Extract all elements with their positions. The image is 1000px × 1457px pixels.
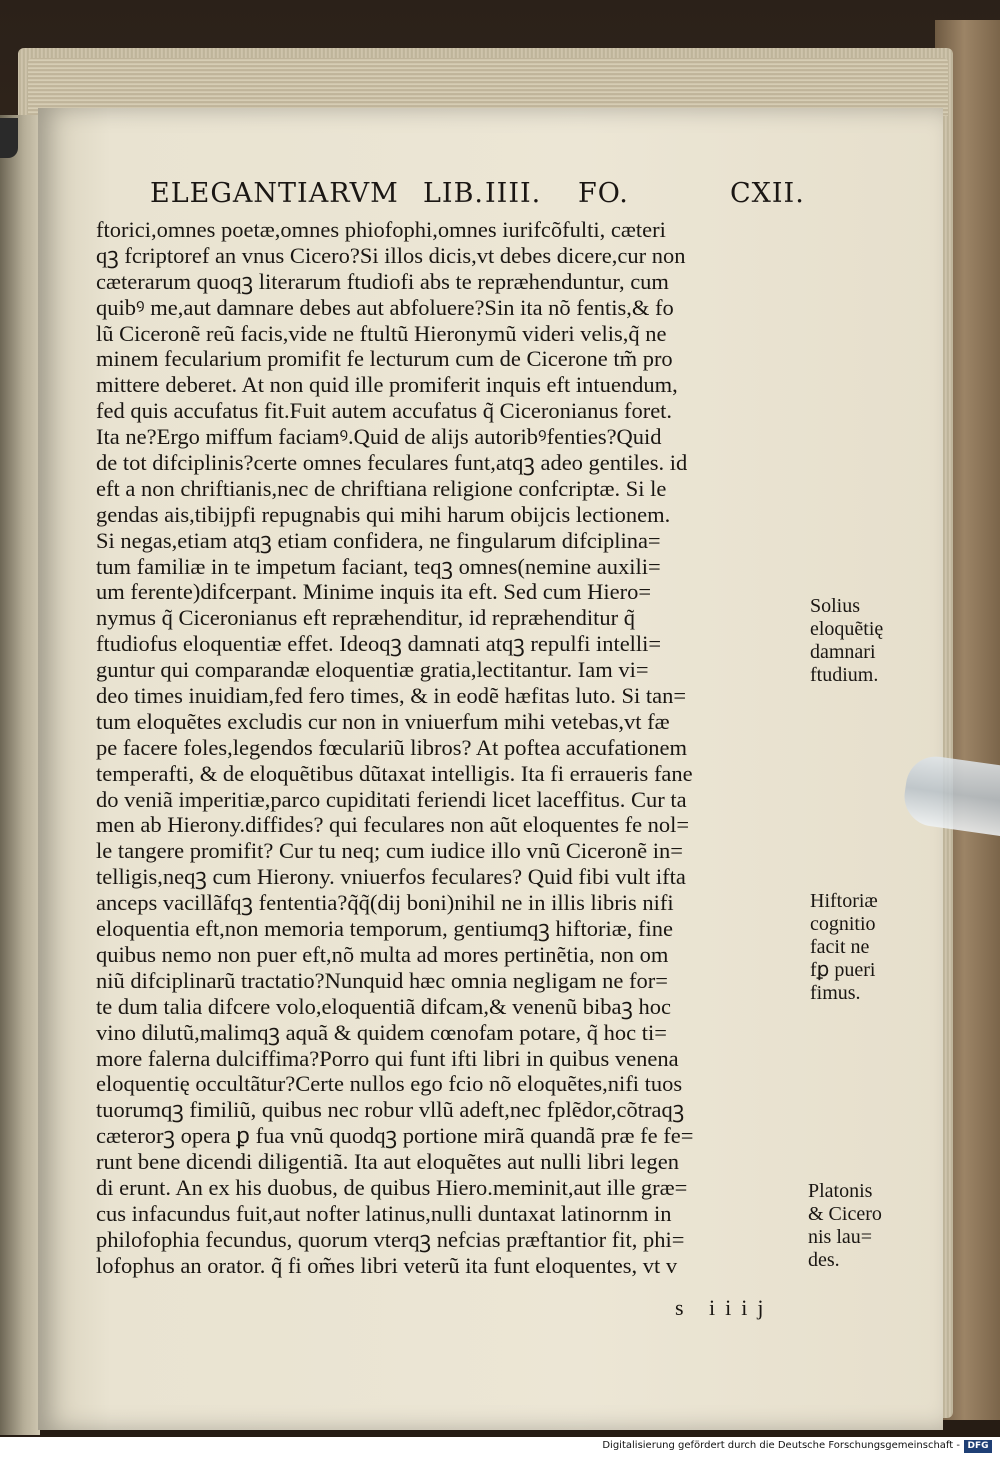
text-line: Si negas,etiam atqꝫ etiam confidera, ne fingularum difciplina= (96, 527, 661, 553)
marginal-note (810, 595, 883, 687)
running-head-liber-number: IIII. (485, 178, 542, 209)
text-line: cæterarum quoqꝫ literarum ftudiofi abs te repræhenduntur, cum (96, 268, 669, 294)
marginal-note-line: des. (808, 1249, 840, 1271)
text-line: men ab Hierony.diffides? qui feculares non aũt eloquentes fe nol= (96, 812, 690, 838)
text-line: ftudiofus eloquentiæ effet. Ideoqꝫ damnati atqꝫ repulfi intelli= (96, 631, 662, 657)
text-line: more falerna dulciffima?Porro qui funt ifti libri in quibus venena (96, 1045, 679, 1071)
marginal-note (808, 1180, 882, 1272)
marginal-note-line: Solius (810, 595, 861, 617)
text-line: guntur qui comparandæ eloquentiæ gratia,lectitantur. Iam vi= (96, 657, 649, 683)
marginal-note-line: Platonis (808, 1180, 873, 1202)
text-line: di erunt. An ex his duobus, de quibus Hiero.meminit,aut ille græ= (96, 1174, 688, 1200)
text-line: eloquentia eft,non memoria temporum, gentiumqꝫ hiftoriæ, fine (96, 916, 673, 942)
text-line: quibus nemo non puer eft,nõ multa ad mores pertinẽtia, non om (96, 941, 669, 967)
text-line: minem fecularium promifit fe lecturum cum de Cicerone tm̃ pro (96, 346, 673, 372)
running-head-title: ELEGANTIARVM (150, 178, 399, 209)
funding-credit: Digitalisierung gefördert durch die Deutsche Forschungsgemeinschaft - (602, 1440, 960, 1451)
text-line: tuorumqꝫ fimiliũ, quibus nec robur vllũ adeft,nec fplẽdor,cõtraqꝫ (96, 1097, 685, 1123)
running-head-folio-label: FO. (578, 178, 629, 209)
text-line: eloquentię occultãtur?Certe nullos ego fcio nõ eloquẽtes,nifi tuos (96, 1071, 683, 1097)
running-head-liber: LIB. (423, 178, 485, 209)
facing-page-strip (0, 115, 40, 1435)
text-line: runt bene dicendi diligentiã. Ita aut eloquẽtes aut nulli libri legen (96, 1149, 679, 1175)
main-text-block (96, 217, 801, 1279)
text-line: pe facere foles,legendos fœculariũ libros? At poftea accufationem (96, 734, 687, 760)
text-line: le tangere promifit? Cur tu neq; cum iudice illo vnũ Ciceronẽ in= (96, 838, 683, 864)
text-line: temperafti, & de eloquẽtibus dũtaxat intelligis. Ita fi erraueris fane (96, 760, 693, 786)
text-line: vino dilutũ,malimqꝫ aquã & quidem cœnofam potare, q̃ hoc ti= (96, 1019, 667, 1045)
text-line: telligis,neqꝫ cum Hierony. vniuerfos feculares? Quid fibi vult ifta (96, 864, 686, 890)
text-line: deo times inuidiam,fed fero times, & in eodẽ hæfitas luto. Si tan= (96, 683, 687, 709)
text-line: tum familiæ in te impetum faciant, teqꝫ omnes(nemine auxili= (96, 553, 661, 579)
text-line: nymus q̃ Ciceronianus eft repræhenditur, id repræhenditur q̃ (96, 605, 635, 631)
text-line: eft a non chriftianis,nec de chriftiana religione confcriptæ. Si le (96, 475, 667, 501)
marginal-note-line: nis lau= (808, 1226, 873, 1248)
folio-number: CXII. (730, 178, 805, 209)
marginal-note-line: fꝑ pueri (810, 959, 876, 981)
text-line: cus infacundus fuit,aut nofter latinus,nulli duntaxat latinornm in (96, 1200, 672, 1226)
text-line: tum eloquẽtes excludis cur non in vniuerfum mihi vetebas,vt fæ (96, 708, 670, 734)
text-line: lũ Ciceronẽ reũ facis,vide ne ftultũ Hieronymũ videri velis,q̃ ne (96, 320, 667, 346)
text-line: cæterorꝫ opera ꝑ fua vnũ quodqꝫ portione mirã quandã præ fe fe= (96, 1123, 694, 1149)
text-line: de tot difciplinis?certe omnes feculares funt,atqꝫ adeo gentiles. id (96, 450, 688, 476)
running-head (150, 178, 805, 218)
text-line: Ita ne?Ergo miffum faciamꝰ.Quid de alijs autoribꝰfenties?Quid (96, 424, 662, 450)
signature-mark: s iiij (675, 1295, 774, 1320)
marginal-note-line: Hiftoriæ (810, 890, 878, 912)
text-line: gendas ais,tibijpfi repugnabis qui mihi harum obijcis lectionem. (96, 501, 671, 527)
binding-shadow (0, 118, 18, 158)
marginal-note-line: fimus. (810, 982, 861, 1004)
text-line: mittere deberet. At non quid ille promiferit inquis eft intuendum, (96, 372, 678, 398)
text-line: lofophus an orator. q̃ fi om̃es libri veterũ ita funt eloquentes, vt v (96, 1252, 678, 1278)
text-line: do veniã imperitiæ,parco cupiditati feriendi licet laceffitus. Cur ta (96, 786, 687, 812)
marginal-note-line: cognitio (810, 913, 876, 935)
marginal-note-line: ftudium. (810, 664, 879, 686)
text-line: niũ difciplinarũ tractatio?Nunquid hæc omnia negligam ne for= (96, 967, 668, 993)
text-line: qꝫ fcriptoref an vnus Cicero?Si illos dicis,vt debes dicere,cur non (96, 242, 686, 268)
marginal-note-line: eloquẽtię (810, 618, 884, 640)
text-line: ftorici,omnes poetæ,omnes phiofophi,omnes iurifcõfulti, cæteri (96, 217, 666, 242)
footer-bar (0, 1437, 1000, 1457)
text-line: te dum talia difcere volo,eloquentiã difcam,& venenũ bibaꝫ hoc (96, 993, 672, 1019)
marginal-note-line: facit ne (810, 936, 870, 958)
marginal-note-line: & Cicero (808, 1203, 882, 1225)
dfg-logo: DFG (964, 1440, 992, 1453)
text-line: fed quis accufatus fit.Fuit autem accufatus q̃ Ciceronianus foret. (96, 398, 673, 424)
marginal-note-line: damnari (810, 641, 876, 663)
text-line: anceps vacillãfqꝫ fententia?q̃q̃(dij boni)nihil ne in illis libris nifi (96, 890, 674, 916)
marginal-note (810, 890, 878, 1005)
text-line: quibꝰ me,aut damnare debes aut abfoluere?Sin ita nõ fentis,& fo (96, 294, 674, 320)
text-line: philofophia fecundus, quorum vterqꝫ nefcias præftantior fit, phi= (96, 1226, 685, 1252)
text-line: um ferente)difcerpant. Minime inquis ita eft. Sed cum Hiero= (96, 579, 652, 605)
